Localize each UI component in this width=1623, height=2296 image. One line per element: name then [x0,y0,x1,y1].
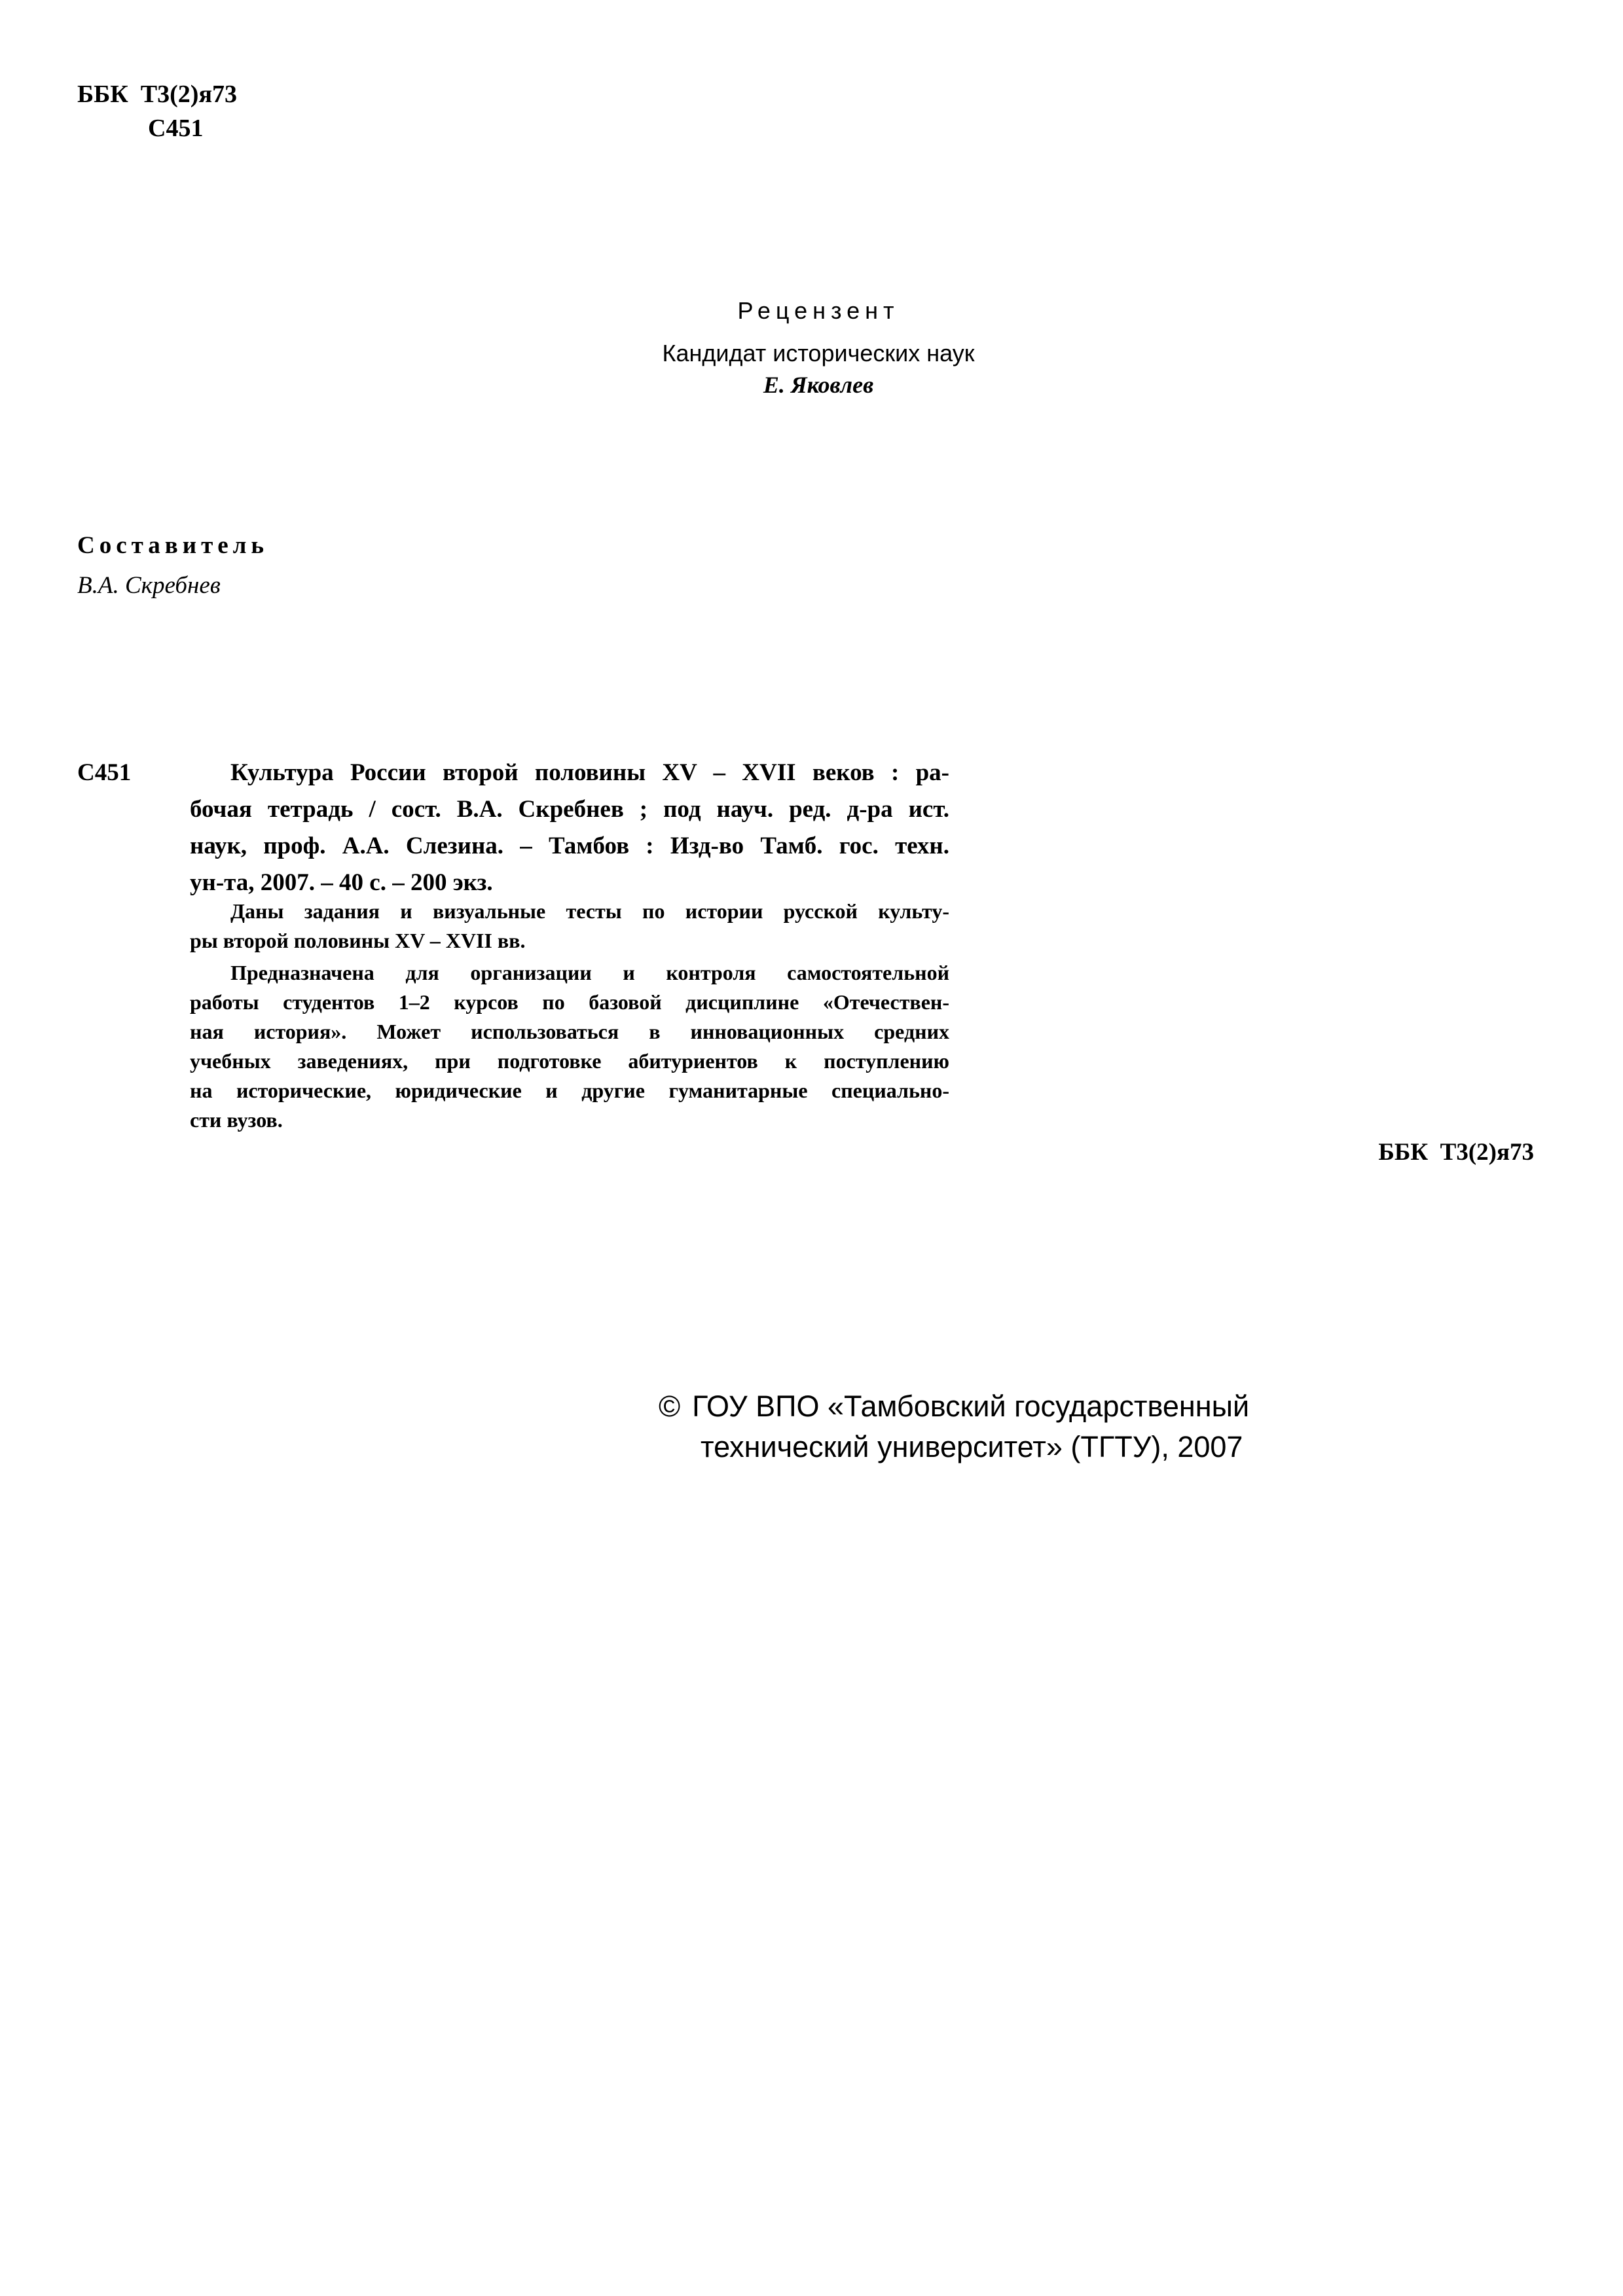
annotation-line: сти вузов. [190,1108,283,1132]
copyright-symbol: © [659,1390,681,1423]
compiler-label: Составитель [77,532,268,559]
annotation-line: ры второй половины XV – XVII вв. [190,929,526,952]
compiler-block [77,529,268,602]
copyright-line-1 [659,1386,1249,1427]
annotation [190,897,949,1138]
bbk-classification [77,77,237,145]
annotation-line: Даны задания и визуальные тесты по истории русской культу- [230,899,949,923]
copyright-line-2: технический университет» (ТГТУ), 2007 [701,1430,1243,1463]
biblio-line: наук, проф. А.А. Слезина. – Тамбов : Изд-во Тамб. гос. техн. [190,833,949,859]
compiler-name: В.А. Скребнев [77,572,221,599]
bbk-footer: ББК Т3(2)я73 [1378,1139,1534,1166]
copyright-notice [659,1386,1249,1467]
catalog-card-code: С451 [77,759,132,786]
annotation-line: Предназначена для организации и контроля самостоятельной [230,961,949,984]
reviewer-block [589,296,1048,401]
reviewer-label: Рецензент [737,297,900,324]
copyright-holder: ГОУ ВПО «Тамбовский государственный [692,1390,1250,1423]
biblio-line: бочая тетрадь / сост. В.А. Скребнев ; под науч. ред. д-ра ист. [190,796,949,823]
annotation-line: учебных заведениях, при подготовке абитуриентов к поступлению [190,1049,949,1073]
annotation-line: ная история». Может использоваться в инновационных средних [190,1020,949,1043]
reviewer-name: Е. Яковлев [763,372,874,398]
bbk-code: ББК Т3(2)я73 [77,81,238,108]
bibliographic-description [190,755,949,901]
reviewer-degree: Кандидат исторических наук [662,340,975,367]
biblio-line: ун-та, 2007. – 40 с. – 200 экз. [190,869,493,896]
author-sign: С451 [148,115,204,142]
annotation-line: на исторические, юридические и другие гуманитарные специально- [190,1079,949,1102]
biblio-line: Культура России второй половины XV – XVII веков : ра- [230,759,949,786]
annotation-paragraph [190,958,949,1135]
annotation-paragraph [190,897,949,956]
annotation-line: работы студентов 1–2 курсов по базовой дисциплине «Отечествен- [190,990,949,1014]
